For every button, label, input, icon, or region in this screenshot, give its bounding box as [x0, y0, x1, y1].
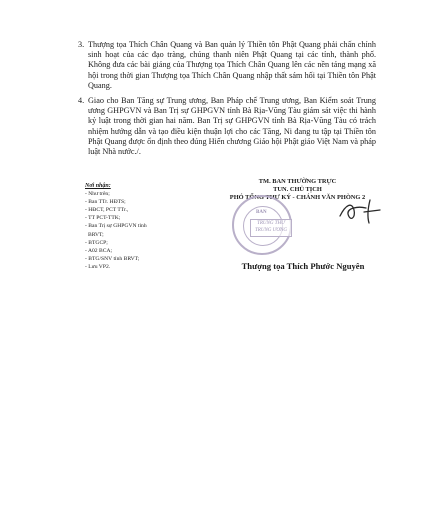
signature-line-1: TM. BAN THƯỜNG TRỰC [258, 178, 337, 185]
recipient-item: - TT PCT-TTK; [85, 215, 121, 222]
handwritten-signature-icon [336, 196, 391, 226]
signature-line-2: TUN. CHỦ TỊCH [273, 186, 322, 193]
official-seal-icon [232, 195, 292, 255]
recipient-item: - BTGCP; [85, 239, 108, 246]
recipient-item: - Ban Trị sự GHPGVN tỉnh [85, 223, 147, 230]
recipient-item: - Ban TTr. HĐTS; [85, 199, 126, 206]
recipients-title: Nơi nhận: [85, 183, 111, 189]
recipient-item: - Như trên; [85, 191, 110, 198]
recipient-item: - HĐCT, PCT TTr., [85, 207, 129, 214]
signer-name: Thượng tọa Thích Phước Nguyên [241, 261, 365, 271]
decision-item-3 [78, 40, 376, 91]
item-text: Thượng tọa Thích Chân Quang và Ban quản lý Thiền tôn Phật Quang phải chấn chỉnh sinh hoạt của các đạo tràng, chúng thanh niên Phật Quang tại các tỉnh, thành phố. Không đưa các bài giảng của Thượng tọa Thích Chân Quang lên các nền tảng mạng xã hội trong thời gian Thượng tọa Thích Chân Quang nhập thất sám hối tại Thiền tôn Phật Quang. [88, 40, 376, 90]
decision-item-4 [78, 96, 376, 157]
recipient-item: - Lưu VP2. [85, 263, 111, 270]
item-number: 4. [78, 96, 85, 105]
recipient-item: - A02 BCA; [85, 247, 113, 254]
seal-band-text: TRUNG THƯ TRUNG ƯƠNG [250, 219, 292, 237]
item-number: 3. [78, 40, 85, 49]
recipient-item: BRVT; [88, 231, 104, 238]
seal-top-text: BAN [256, 210, 267, 215]
signature-line-3: PHÓ TỔNG THƯ KÝ - CHÁNH VĂN PHÒNG 2 [229, 194, 366, 201]
item-text: Giao cho Ban Tăng sự Trung ương, Ban Pháp chế Trung ương, Ban Kiểm soát Trung ương GHPGVN và Ban Trị sự GHPGVN tỉnh Bà Rịa-Vũng Tàu giám sát việc thi hành kỷ luật trong thời gian hai năm. Ban Trị sự GHPGVN tỉnh Bà Rịa-Vũng Tàu có trách nhiệm hướng dẫn và tạo điều kiện thuận lợi cho các Tăng, Ni đang tu tập tại Thiền tôn Phật Quang được ổn định theo đúng Hiến chương Giáo hội Phật giáo Việt Nam và pháp luật Nhà nước./. [88, 96, 376, 157]
recipient-item: - BTG/SNV tỉnh BRVT; [85, 255, 140, 262]
